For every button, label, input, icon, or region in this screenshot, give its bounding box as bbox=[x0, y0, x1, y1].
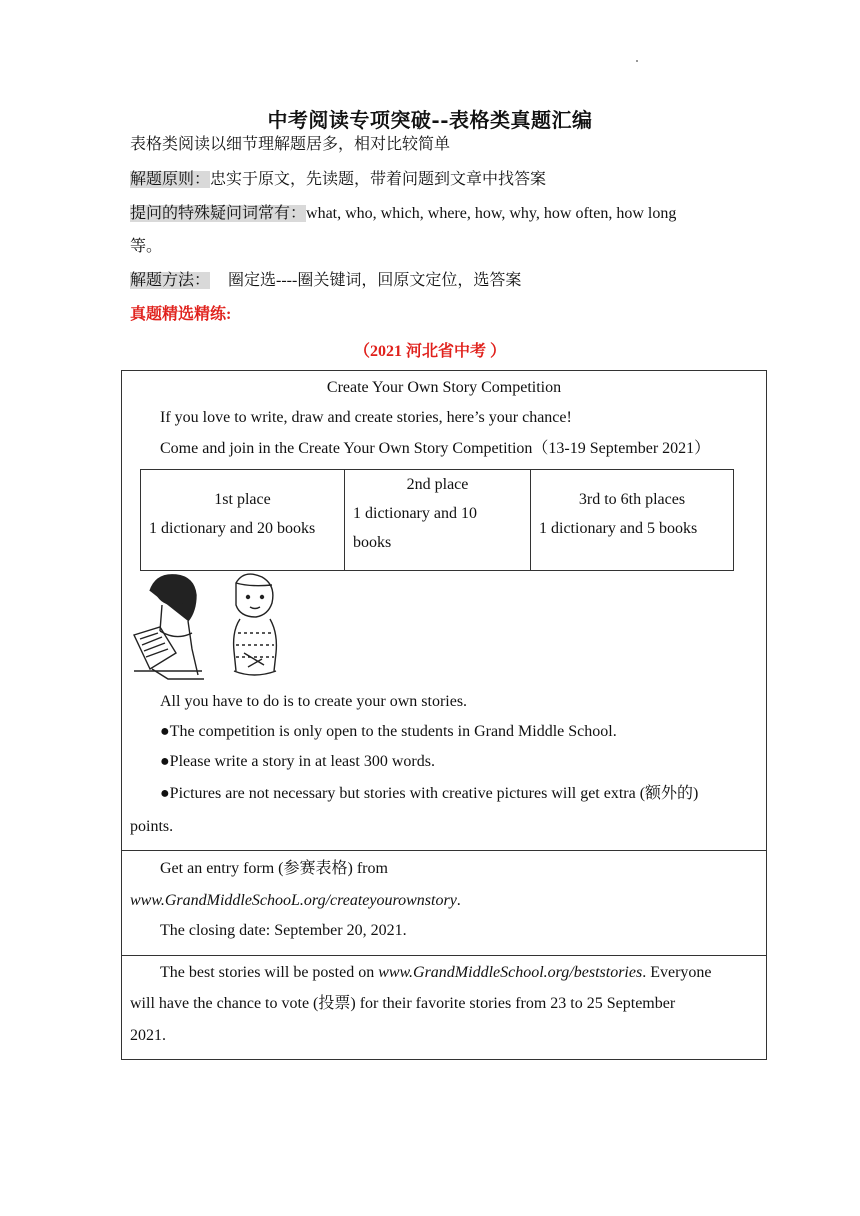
page-title: 中考阅读专项突破--表格类真题汇编 bbox=[267, 108, 593, 132]
best-stories-url[interactable]: www.GrandMiddleSchool.org/beststories bbox=[378, 964, 643, 981]
voting-line2: will have the chance to vote (投票) for their favorite stories from 23 to 25 September bbox=[130, 995, 676, 1012]
poster-title: Create Your Own Story Competition bbox=[326, 379, 562, 396]
principle-text: 忠实于原文，先读题，带着问题到文章中找答案 bbox=[210, 171, 547, 188]
prize-place: 2nd place bbox=[406, 476, 469, 493]
rule-pictures: ●Pictures are not necessary but stories with creative pictures will get extra (额外的) bbox=[160, 785, 699, 802]
prize-reward: 1 dictionary and 5 books bbox=[539, 520, 698, 537]
question-words-label: 提问的特殊疑问词常有： bbox=[130, 205, 307, 222]
entry-box bbox=[121, 850, 767, 956]
voting-line1 bbox=[160, 962, 712, 984]
rule-open: ●The competition is only open to the students in Grand Middle School. bbox=[160, 723, 617, 740]
method-label: 解题方法： bbox=[130, 272, 211, 289]
intro-text: 表格类阅读以细节理解题居多，相对比较简单 bbox=[130, 136, 451, 153]
prize-reward: 1 dictionary and 10 bbox=[353, 505, 477, 522]
prize-place: 3rd to 6th places bbox=[578, 491, 686, 508]
closing-date: The closing date: September 20, 2021. bbox=[160, 922, 407, 939]
principle-line bbox=[130, 169, 546, 191]
question-words-text: what, who, which, where, how, why, how often, how long bbox=[306, 205, 677, 222]
entry-url[interactable]: www.GrandMiddleSchooL.org/createyourownstory bbox=[130, 892, 457, 909]
prize-cell-1st bbox=[140, 469, 345, 571]
voting-box bbox=[121, 955, 767, 1060]
voting-pre: The best stories will be posted on bbox=[160, 964, 379, 981]
voting-line3: 2021. bbox=[130, 1027, 166, 1044]
source-label: （2021 河北省中考 ） bbox=[353, 343, 506, 360]
method-text: 圈定选----圈关键词，回原文定位，选答案 bbox=[228, 272, 522, 289]
practice-label: 真题精选精练: bbox=[130, 306, 232, 323]
method-line bbox=[130, 270, 521, 292]
prize-cell-3rd-6th bbox=[530, 469, 734, 571]
entry-line: Get an entry form (参赛表格) from bbox=[160, 860, 388, 877]
children-illustration bbox=[132, 571, 282, 683]
poster-line2: Come and join in the Create Your Own Story Competition（13-19 September 2021） bbox=[160, 440, 711, 457]
prize-cell-2nd bbox=[344, 469, 531, 571]
prize-reward: 1 dictionary and 20 books bbox=[149, 520, 316, 537]
voting-post: . Everyone bbox=[642, 964, 712, 981]
question-words-cont: 等。 bbox=[130, 238, 163, 255]
rules-intro: All you have to do is to create your own stories. bbox=[160, 693, 468, 710]
poster-line1: If you love to write, draw and create stories, here’s your chance! bbox=[160, 409, 572, 426]
prize-reward-cont: books bbox=[353, 534, 392, 551]
rule-pictures-cont: points. bbox=[130, 818, 174, 835]
poster-box bbox=[121, 370, 767, 851]
principle-label: 解题原则： bbox=[130, 171, 211, 188]
page-dot bbox=[636, 60, 638, 62]
rule-length: ●Please write a story in at least 300 words. bbox=[160, 753, 435, 770]
entry-url-line bbox=[130, 890, 461, 912]
question-words-line bbox=[130, 203, 676, 225]
prize-place: 1st place bbox=[214, 491, 271, 508]
entry-url-end: . bbox=[456, 892, 461, 909]
